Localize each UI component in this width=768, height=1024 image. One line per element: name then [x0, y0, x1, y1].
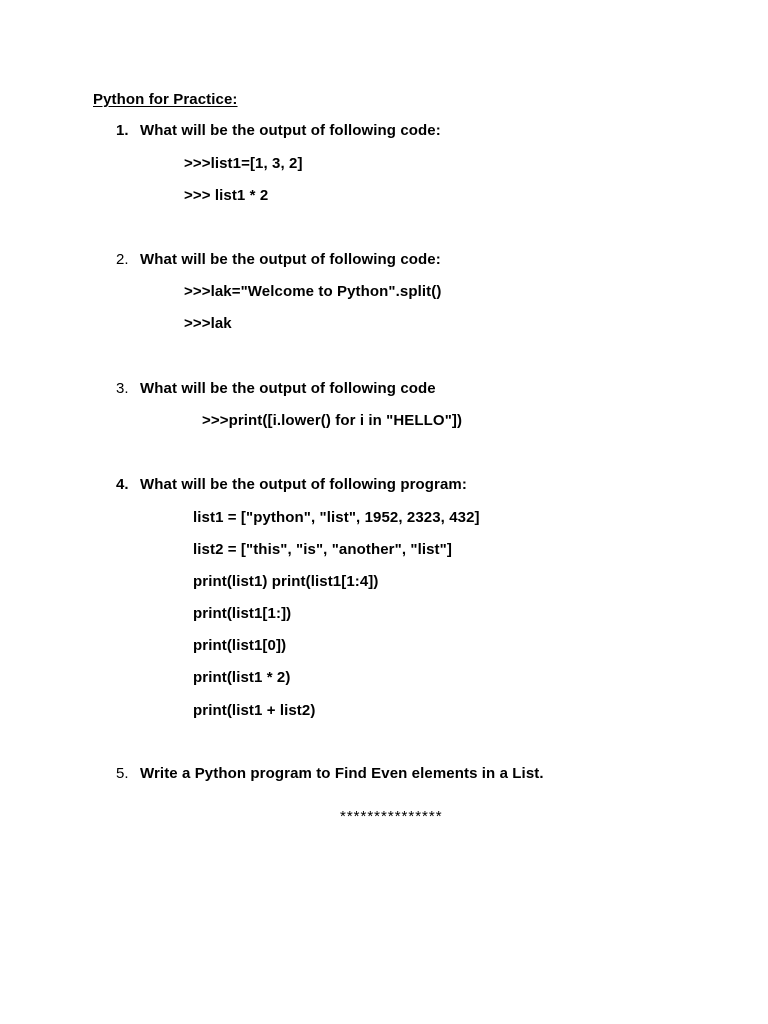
question-5-prompt: Write a Python program to Find Even elements in a List. [140, 765, 544, 782]
question-4-number: 4. [116, 476, 129, 493]
question-4-code-line-5: print(list1[0]) [193, 637, 287, 654]
question-4-code-line-4: print(list1[1:]) [193, 605, 292, 622]
question-4-code-line-2: list2 = ["this", "is", "another", "list"] [193, 541, 452, 558]
question-3-code-line-1: >>>print([i.lower() for i in "HELLO"]) [202, 412, 463, 429]
question-1-number: 1. [116, 122, 129, 139]
question-1-code-line-1: >>>list1=[1, 3, 2] [184, 155, 303, 172]
question-4-code-line-6: print(list1 * 2) [193, 669, 291, 686]
question-2-prompt: What will be the output of following code: [140, 251, 441, 268]
question-5-number: 5. [116, 765, 129, 782]
question-3-number: 3. [116, 380, 129, 397]
end-marker: *************** [340, 808, 443, 825]
question-1-prompt: What will be the output of following code: [140, 122, 441, 139]
question-4-code-line-7: print(list1 + list2) [193, 702, 316, 719]
question-3-prompt: What will be the output of following code [140, 380, 436, 397]
question-2-code-line-2: >>>lak [184, 315, 232, 332]
page-title: Python for Practice: [93, 91, 238, 108]
question-4-prompt: What will be the output of following program: [140, 476, 467, 493]
question-2-code-line-1: >>>lak="Welcome to Python".split() [184, 283, 442, 300]
question-4-code-line-1: list1 = ["python", "list", 1952, 2323, 432] [193, 509, 480, 526]
question-4-code-line-3: print(list1) print(list1[1:4]) [193, 573, 379, 590]
question-1-code-line-2: >>> list1 * 2 [184, 187, 269, 204]
question-2-number: 2. [116, 251, 129, 268]
